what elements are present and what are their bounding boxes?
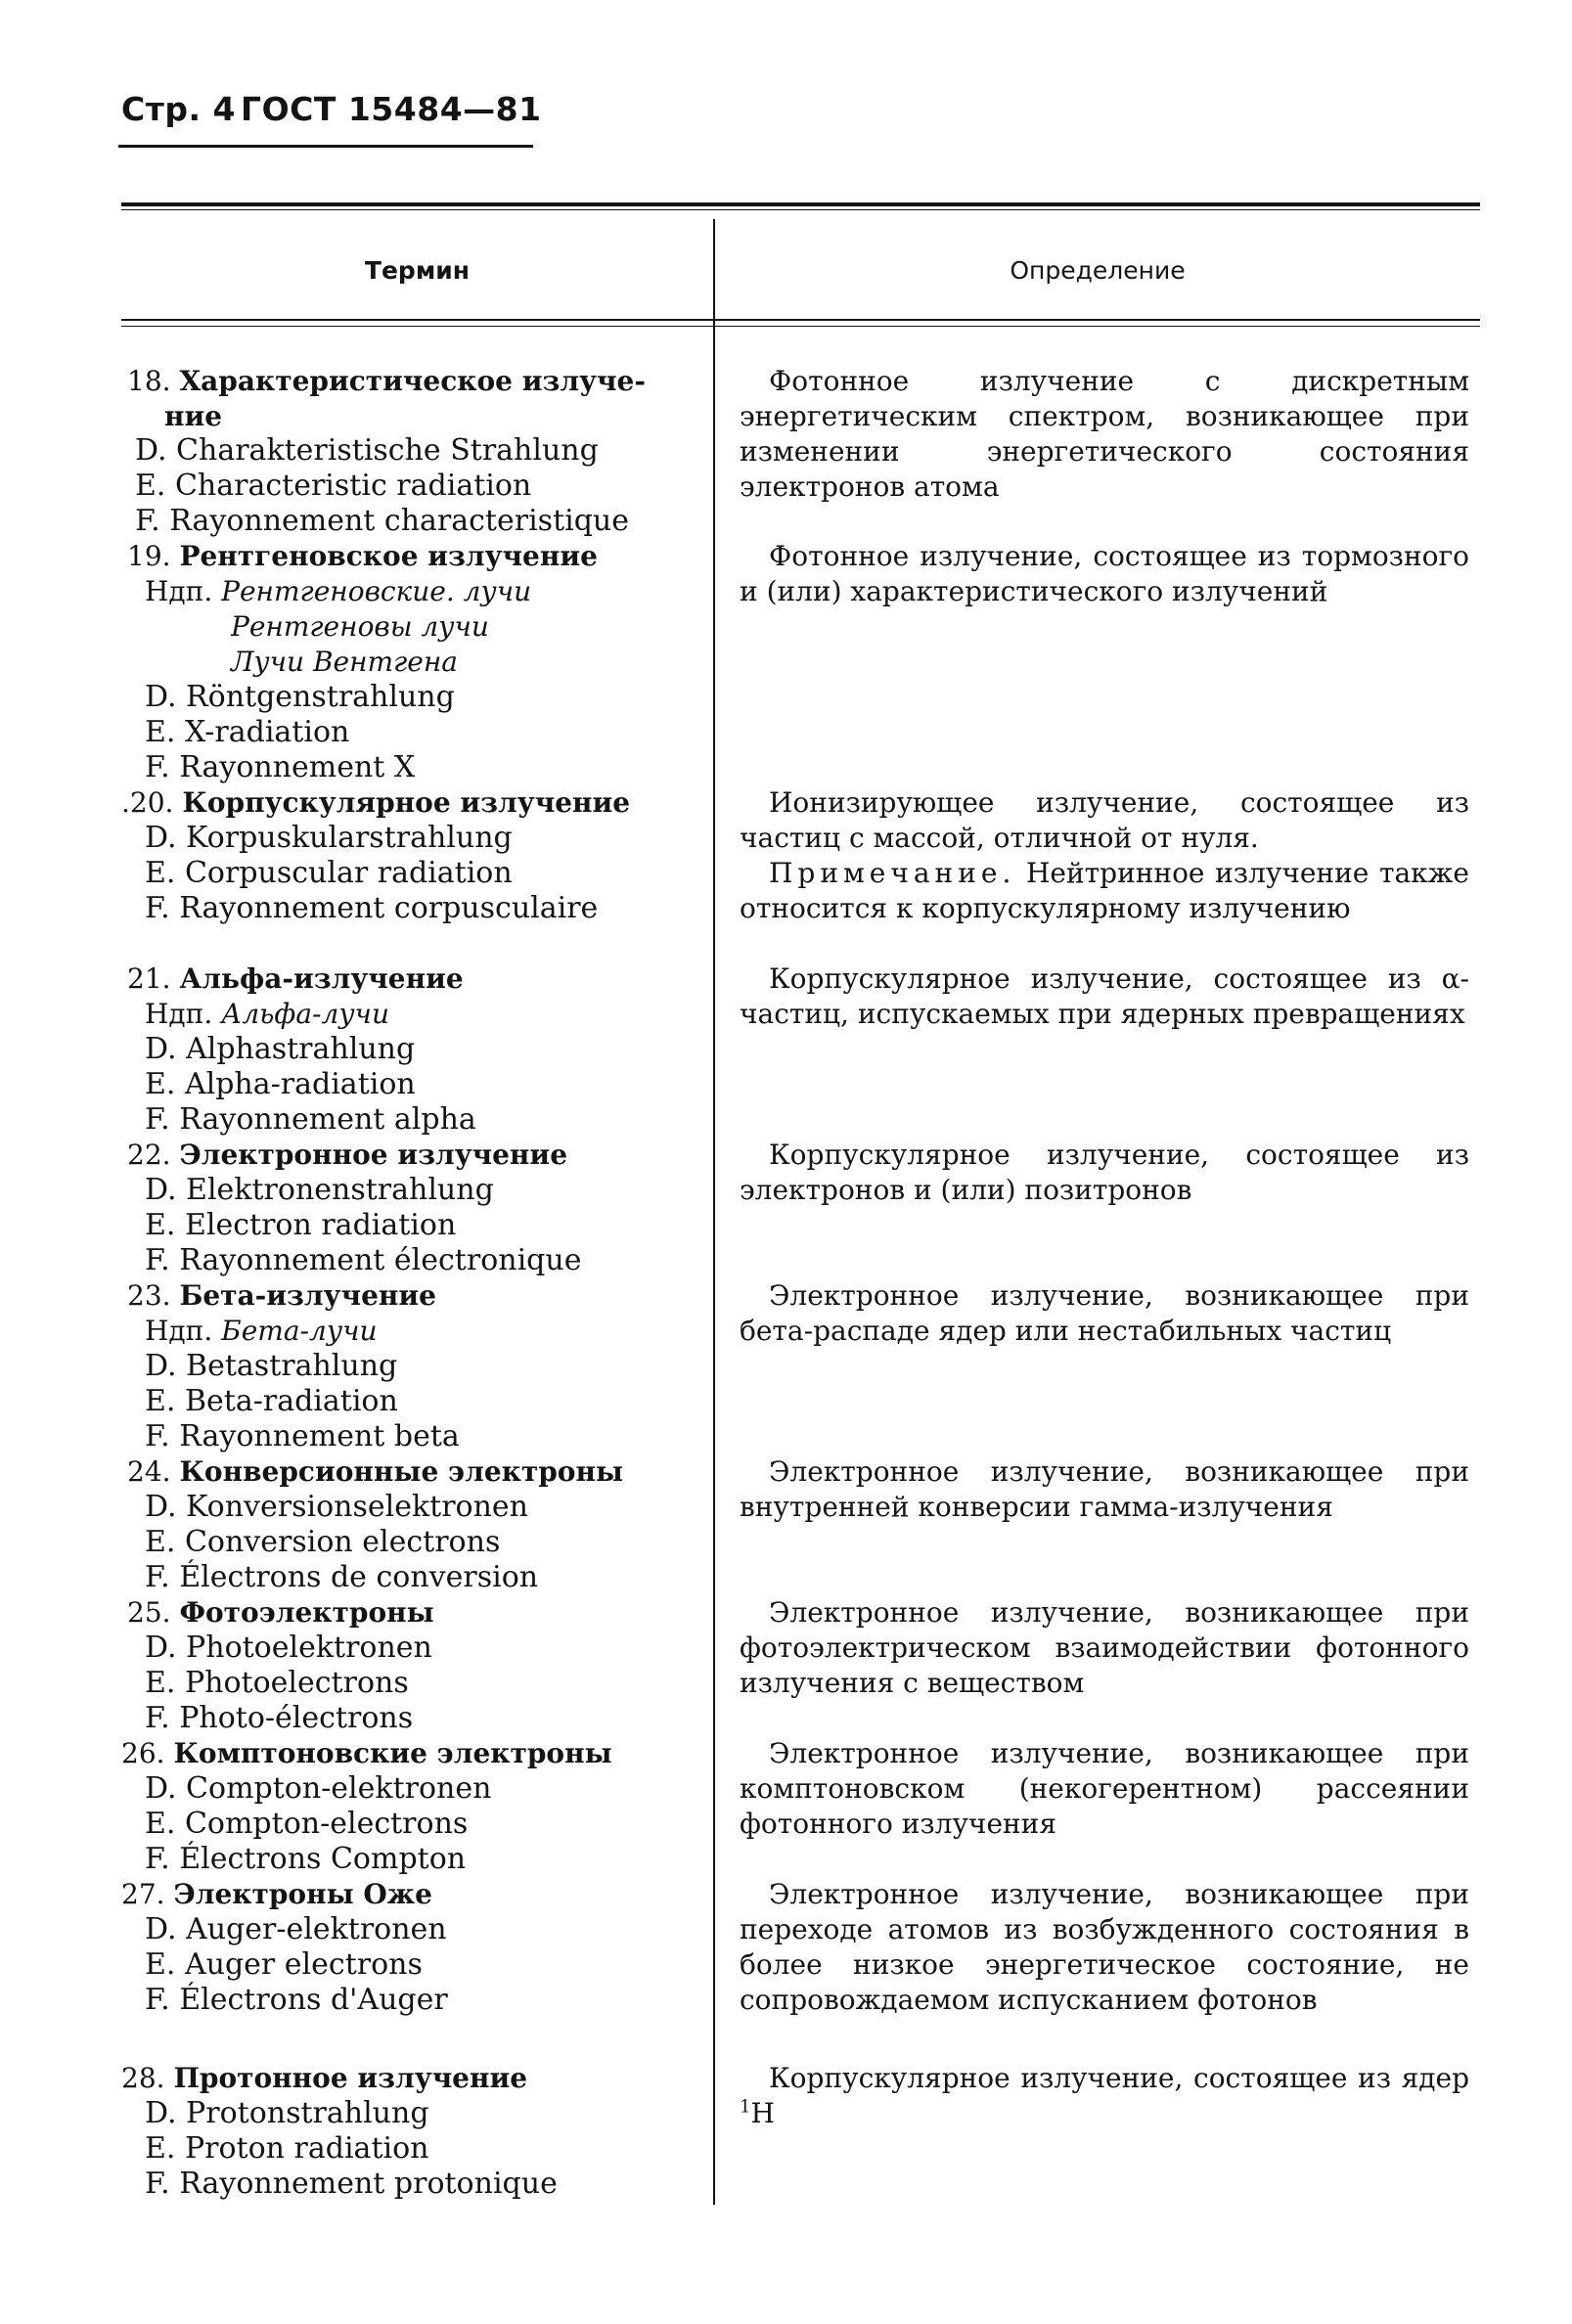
term-18-fr: F. Rayonnement characteristique <box>135 504 630 538</box>
term-22-en: E. Electron radiation <box>145 1208 457 1242</box>
term-26-de: D. Compton-elektronen <box>145 1771 492 1806</box>
term-18-en: E. Characteristic radiation <box>135 469 532 503</box>
definition-21: Корпускулярное излучение, состоящее из α-частиц, испускаемых при ядерных превращениях <box>740 962 1469 1030</box>
term-21-title: 21. Альфа-излучение <box>127 962 464 995</box>
column-header-terms: Термин <box>364 256 471 285</box>
page-header <box>121 90 542 128</box>
term-21-en: E. Alpha-radiation <box>145 1067 416 1101</box>
definition-25: Электронное излучение, возникающее при фотоэлектрическом взаимодействии фотонного излучения с веществом <box>740 1596 1469 1699</box>
term-19-ndp: Ндп. Рентгеновские. лучи <box>145 575 532 607</box>
term-23-ndp: Ндп. Бета-лучи <box>145 1315 378 1347</box>
term-24-title: 24. Конверсионные электроны <box>127 1455 624 1488</box>
term-23-title: 23. Бета-излучение <box>127 1279 436 1312</box>
term-23-en: E. Beta-radiation <box>145 1384 398 1418</box>
term-19-ndp-3: Лучи Вентгена <box>231 646 458 678</box>
header-underline <box>118 145 533 148</box>
standard-number: ГОСТ 15484—81 <box>241 90 542 128</box>
term-23-de: D. Betastrahlung <box>145 1349 398 1383</box>
term-26-fr: F. Électrons Compton <box>145 1842 467 1876</box>
term-28-title: 28. Протонное излучение <box>121 2062 528 2094</box>
term-25-fr: F. Photo-électrons <box>145 1701 414 1735</box>
definition-22: Корпускулярное излучение, состоящее из электронов и (или) позитронов <box>740 1139 1469 1206</box>
table-header-rule <box>121 319 1480 321</box>
definition-23: Электронное излучение, возникающее при бета-распаде ядер или нестабильных частиц <box>740 1279 1469 1347</box>
term-24-en: E. Conversion electrons <box>145 1525 501 1559</box>
term-18-title: 18. Характеристическое излуче- <box>127 365 646 397</box>
term-20-title: .20. Корпускулярное излучение <box>121 786 631 819</box>
column-divider <box>713 219 715 2205</box>
term-22-de: D. Elektronenstrahlung <box>145 1173 494 1207</box>
term-21-ndp: Ндп. Альфа-лучи <box>145 998 390 1030</box>
term-20-de: D. Korpuskularstrahlung <box>145 821 513 855</box>
term-28-fr: F. Rayonnement protonique <box>145 2167 558 2201</box>
term-25-en: E. Photoelectrons <box>145 1666 409 1700</box>
term-19-fr: F. Rayonnement X <box>145 750 416 784</box>
term-28-en: E. Proton radiation <box>145 2131 429 2166</box>
term-19-title: 19. Рентгеновское излучение <box>127 540 598 572</box>
table-top-rule-thin <box>121 209 1480 210</box>
term-27-fr: F. Électrons d'Auger <box>145 1983 448 2017</box>
term-26-title: 26. Комптоновские электроны <box>121 1737 612 1769</box>
term-27-title: 27. Электроны Оже <box>121 1878 432 1910</box>
term-20-fr: F. Rayonnement corpusculaire <box>145 891 599 925</box>
term-28-de: D. Protonstrahlung <box>145 2096 429 2130</box>
definition-27: Электронное излучение, возникающее при переходе атомов из возбужденного состояния в более низкое энергетическое состояние, не сопровождаемом испусканием фотонов <box>740 1878 1469 2016</box>
definition-19: Фотонное излучение, состоящее из тормозного и (или) характеристического излучений <box>740 540 1469 607</box>
definition-26: Электронное излучение, возникающее при комптоновском (некогерентном) рассеянии фотонного излучения <box>740 1737 1469 1840</box>
term-19-ndp-2: Рентгеновы лучи <box>231 610 489 643</box>
term-18-de: D. Charakteristische Strahlung <box>135 433 599 468</box>
definition-24: Электронное излучение, возникающее при внутренней конверсии гамма-излучения <box>740 1455 1469 1523</box>
term-22-fr: F. Rayonnement électronique <box>145 1243 582 1277</box>
term-25-de: D. Photoelektronen <box>145 1631 432 1665</box>
page-label: Стр. 4 <box>121 90 236 128</box>
term-ru: Характеристическое излуче- <box>179 365 646 397</box>
term-26-en: E. Compton-electrons <box>145 1807 469 1841</box>
term-19-de: D. Röntgenstrahlung <box>145 680 455 714</box>
term-24-de: D. Konversionselektronen <box>145 1490 528 1524</box>
definition-18: Фотонное излучение с дискретным энергетическим спектром, возникающее при изменении энергетического состояния электронов атома <box>740 365 1469 503</box>
definition-28: Корпускулярное излучение, состоящее из ядер $^1$H <box>740 2062 1469 2129</box>
definition-20-note: Примечание. Нейтринное излучение также относится к корпускулярному излучению <box>740 857 1469 924</box>
term-27-de: D. Auger-elektronen <box>145 1912 447 1946</box>
term-27-en: E. Auger electrons <box>145 1947 423 1982</box>
term-21-fr: F. Rayonnement alpha <box>145 1102 476 1137</box>
term-20-en: E. Corpuscular radiation <box>145 856 513 890</box>
term-23-fr: F. Rayonnement beta <box>145 1419 460 1453</box>
table-top-rule <box>121 202 1480 206</box>
term-19-en: E. X-radiation <box>145 715 350 749</box>
term-21-de: D. Alphastrahlung <box>145 1032 416 1066</box>
term-24-fr: F. Électrons de conversion <box>145 1560 539 1594</box>
definition-20: Ионизирующее излучение, состоящее из частиц с массой, отличной от нуля. Примечание. Нейтринное излучение также относится к корпускулярному излучению <box>740 785 1469 926</box>
term-25-title: 25. Фотоэлектроны <box>127 1596 434 1629</box>
term-18-title-cont: ние <box>164 400 223 432</box>
table-header-rule-thin <box>121 326 1480 327</box>
column-header-definition: Определение <box>1010 256 1186 285</box>
term-22-title: 22. Электронное излучение <box>127 1139 568 1171</box>
